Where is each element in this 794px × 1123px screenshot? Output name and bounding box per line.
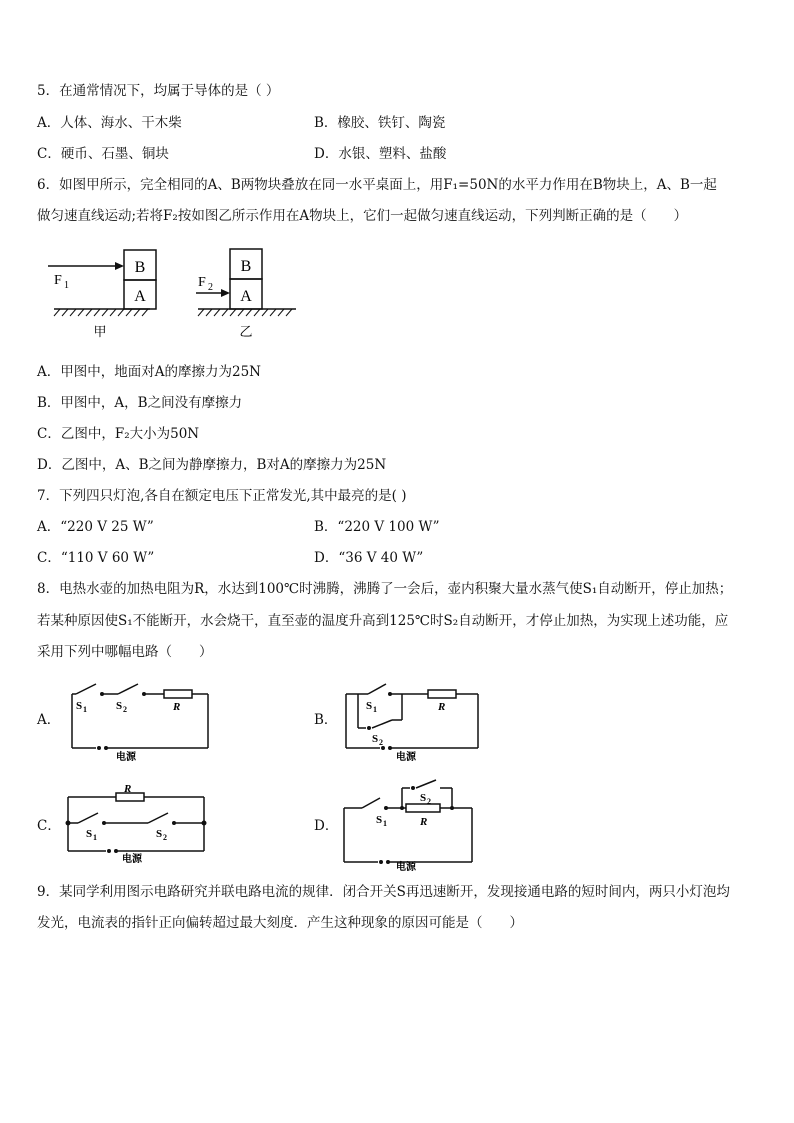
svg-text:2: 2 <box>427 797 431 806</box>
a-s1-label: S <box>76 700 83 712</box>
q7-option-d: D．“36 V 40 W” <box>314 550 424 566</box>
q7-stem: 7．下列四只灯泡,各自在额定电压下正常发光,其中最亮的是( ) <box>37 488 407 504</box>
jia-block-a-label: A <box>134 288 146 305</box>
q7-option-c: C．“110 V 60 W” <box>37 550 155 566</box>
jia-force-sub: 1 <box>64 280 69 291</box>
c-s1-label: S <box>86 828 93 840</box>
c-source-label: 电源 <box>122 854 142 865</box>
q8-option-a-label: A． <box>37 712 61 728</box>
q9-stem-line1: 9．某同学利用图示电路研究并联电路电流的规律．闭合开关S再迅速断开，发现接通电路的短时间内，两只小灯泡均 <box>37 884 730 900</box>
q6-option-a: A．甲图中，地面对A的摩擦力为25N <box>37 364 261 380</box>
q8-stem-line1: 8．电热水壶的加热电阻为R，水达到100℃时沸腾，沸腾了一会后，壶内积聚大量水蒸气使S₁自动断开，停止加热； <box>37 581 733 597</box>
c-resistor-label: R <box>124 785 132 795</box>
figure-yi <box>196 249 296 339</box>
figure-jia <box>48 250 156 339</box>
d-s2-label: S <box>420 792 427 804</box>
q6-stem-line1: 6．如图甲所示，完全相同的A、B两物块叠放在同一水平桌面上，用F₁=50N的水平力作用在B物块上，A、B一起 <box>37 177 717 193</box>
q5-option-c: C．硬币、石墨、铜块 <box>37 146 169 162</box>
q9-stem-line2: 发光，电流表的指针正向偏转超过最大刻度．产生这种现象的原因可能是（ ） <box>37 915 523 931</box>
jia-block-b-label: B <box>134 259 146 276</box>
b-s1-label: S <box>366 700 373 712</box>
svg-text:1: 1 <box>83 705 87 714</box>
a-source-label: 电源 <box>116 752 136 763</box>
svg-text:1: 1 <box>93 833 97 842</box>
b-source-label: 电源 <box>396 752 416 763</box>
yi-force-label: F <box>198 275 206 290</box>
svg-text:1: 1 <box>383 819 387 828</box>
svg-text:2: 2 <box>163 833 167 842</box>
circuit-c <box>62 785 212 865</box>
q8-option-c-label: C． <box>37 818 61 834</box>
d-resistor-label: R <box>420 816 428 828</box>
q7-option-a: A．“220 V 25 W” <box>37 519 154 535</box>
d-s1-label: S <box>376 814 383 826</box>
a-resistor-label: R <box>173 701 181 713</box>
q8-option-b-label: B． <box>314 712 338 728</box>
c-s2-label: S <box>156 828 163 840</box>
svg-text:2: 2 <box>123 705 127 714</box>
q7-option-b: B．“220 V 100 W” <box>314 519 440 535</box>
q6-option-c: C．乙图中，F₂大小为50N <box>37 426 200 442</box>
circuit-b <box>340 680 490 766</box>
b-resistor-label: R <box>438 701 446 713</box>
a-s2-label: S <box>116 700 123 712</box>
q6-option-d: D．乙图中，A、B之间为静摩擦力，B对A的摩擦力为25N <box>37 457 387 473</box>
caption-jia: 甲 <box>93 324 107 339</box>
jia-force-label: F <box>54 273 62 288</box>
circuit-d <box>338 776 488 872</box>
yi-block-a-label: A <box>240 288 252 305</box>
q6-option-b: B．甲图中，A，B之间没有摩擦力 <box>37 395 243 411</box>
circuit-a <box>66 678 216 764</box>
b-s2-label: S <box>372 733 379 745</box>
svg-text:1: 1 <box>373 705 377 714</box>
q5-stem: 5．在通常情况下，均属于导体的是（ ） <box>37 83 280 99</box>
q8-option-d-label: D． <box>314 818 339 834</box>
q8-stem-line3: 采用下列中哪幅电路（ ） <box>37 644 213 660</box>
yi-force-sub: 2 <box>208 282 213 293</box>
arrow-right-icon <box>115 262 124 270</box>
q8-stem-line2: 若某种原因使S₁不能断开，水会烧干，直至壶的温度升高到125℃时S₂自动断开，才停止加热，为实现上述功能，应 <box>37 613 729 629</box>
q5-option-a: A．人体、海水、干木柴 <box>37 115 182 131</box>
d-source-label: 电源 <box>396 862 416 872</box>
yi-block-b-label: B <box>240 258 252 275</box>
q6-block-figure <box>40 244 310 344</box>
svg-text:2: 2 <box>379 738 383 747</box>
q5-option-b: B．橡胶、铁钉、陶瓷 <box>314 115 446 131</box>
arrow-right-icon <box>221 289 230 297</box>
q5-option-d: D．水银、塑料、盐酸 <box>314 146 447 162</box>
caption-yi: 乙 <box>239 324 253 339</box>
q6-stem-line2: 做匀速直线运动;若将F₂按如图乙所示作用在A物块上，它们一起做匀速直线运动，下列判断正确的是（ ） <box>37 208 688 224</box>
